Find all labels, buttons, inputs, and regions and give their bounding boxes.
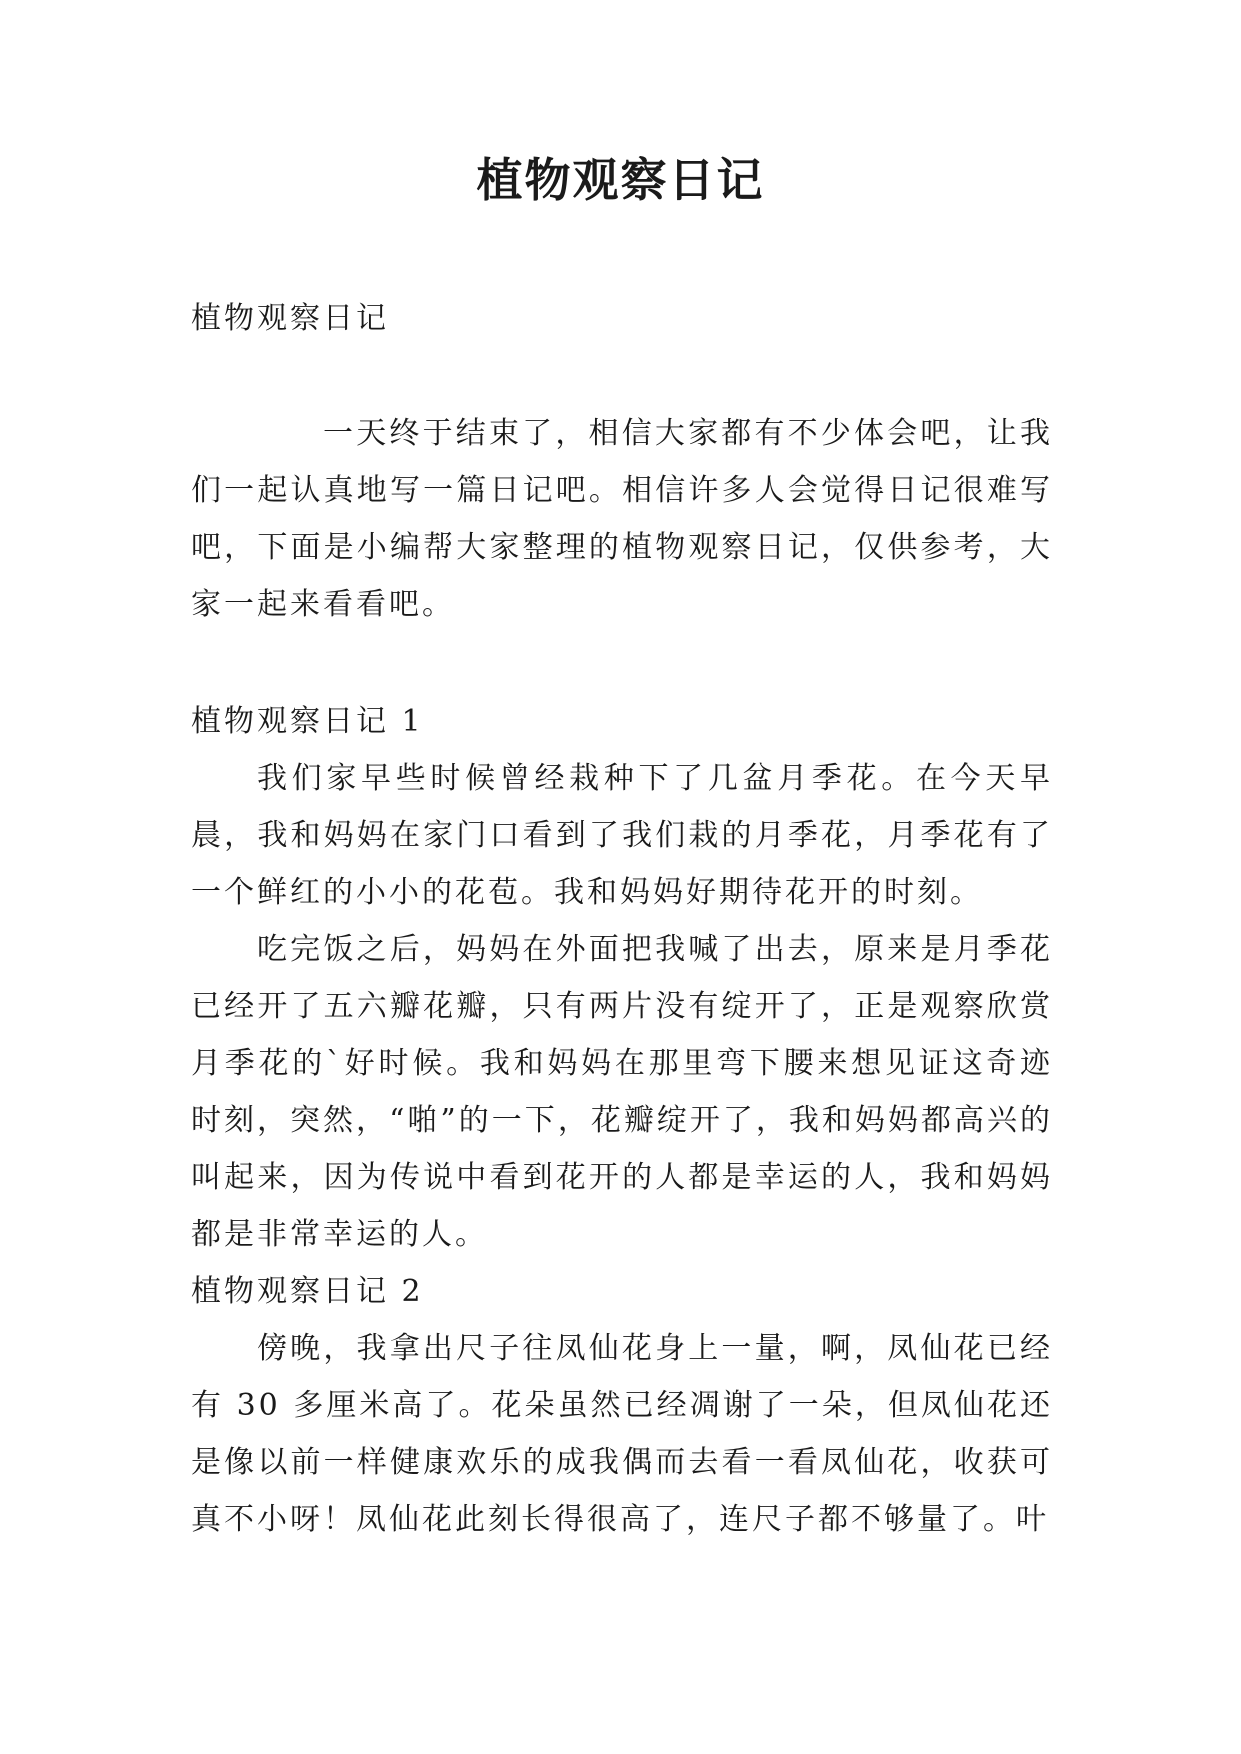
document-title: 植物观察日记 — [476, 153, 765, 207]
document-subtitle: 植物观察日记 — [191, 301, 389, 336]
section-heading-1: 植物观察日记 1 — [191, 704, 424, 739]
diary-entries — [191, 693, 1053, 1548]
section-2-paragraph-1: 傍晚，我拿出尺子往凤仙花身上一量，啊，凤仙花已经有 30 多厘米高了。花朵虽然已经凋谢了一朵，但凤仙花还是像以前一样健康欢乐的成我偶而去看一看凤仙花，收获可真不小呀！凤仙花此刻长得很高了，连尺子都不够量了。叶 — [191, 1331, 1053, 1537]
intro-paragraph: 一天终于结束了，相信大家都有不少体会吧，让我们一起认真地写一篇日记吧。相信许多人会觉得日记很难写吧，下面是小编帮大家整理的植物观察日记，仅供参考，大家一起来看看吧。 — [191, 416, 1053, 622]
section-heading-2: 植物观察日记 2 — [191, 1274, 424, 1309]
section-1-paragraph-2: 吃完饭之后，妈妈在外面把我喊了出去，原来是月季花已经开了五六瓣花瓣，只有两片没有绽开了，正是观察欣赏月季花的`好时候。我和妈妈在那里弯下腰来想见证这奇迹时刻，突然，“啪”的一下，花瓣绽开了，我和妈妈都高兴的叫起来，因为传说中看到花开的人都是幸运的人，我和妈妈都是非常幸运的人。 — [191, 932, 1053, 1252]
section-1-paragraph-1: 我们家早些时候曾经栽种下了几盆月季花。在今天早晨，我和妈妈在家门口看到了我们栽的月季花，月季花有了一个鲜红的小小的花苞。我和妈妈好期待花开的时刻。 — [191, 761, 1053, 910]
